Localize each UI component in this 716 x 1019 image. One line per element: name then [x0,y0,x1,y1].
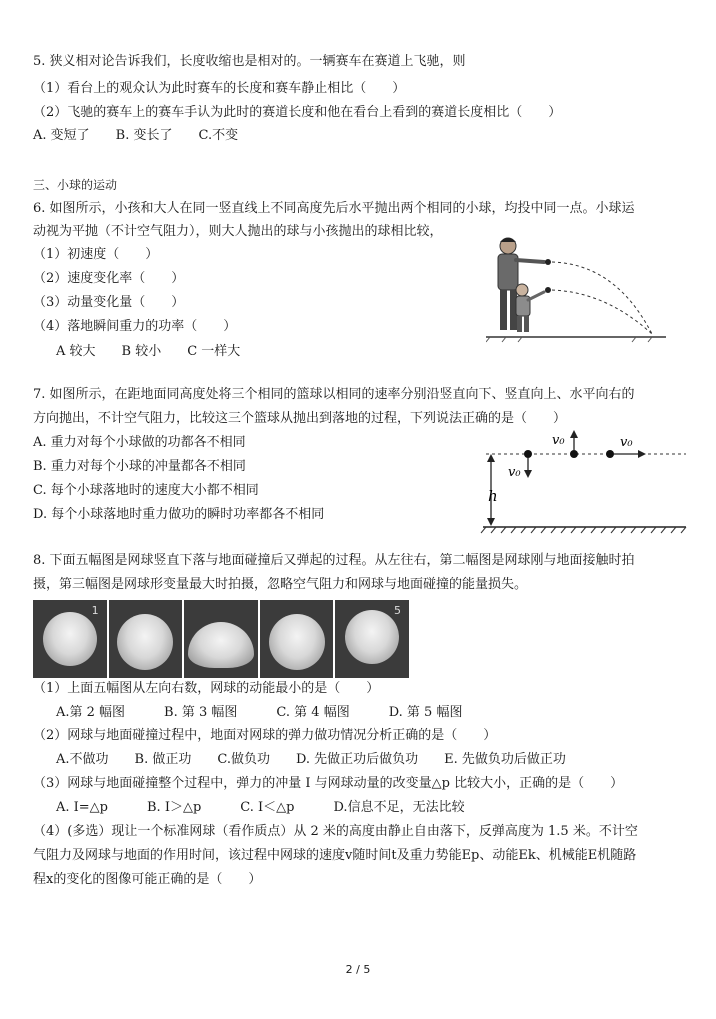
q6-options: A 较大 B 较小 C 一样大 [56,344,241,359]
q7-option-c: C. 每个小球落地时的速度大小都不相同 [33,483,259,498]
q7-three-balls-figure [478,426,690,538]
tennis-ball-photos [33,600,409,678]
photo-3 [184,600,258,678]
q8-sub1-options: A.第 2 幅图 B. 第 3 幅图 C. 第 4 幅图 D. 第 5 幅图 [56,705,463,720]
q8-sub2: （2）网球与地面碰撞过程中，地面对网球的弹力做功情况分析正确的是（ ） [33,728,497,743]
section-heading: 三、小球的运动 [33,178,118,192]
q7-h-label: h [488,487,498,505]
q8-stem-line1: 8. 下面五幅图是网球竖直下落与地面碰撞后又弹起的过程。从左往右，第二幅图是网球刚与地面接触时拍 [33,553,635,568]
photo-1 [33,600,107,678]
q6-sub2: （2）速度变化率（ ） [33,271,185,286]
photo-2 [109,600,183,678]
photo-4 [260,600,334,678]
q8-sub1: （1）上面五幅图从左向右数，网球的动能最小的是（ ） [33,681,380,696]
q7-option-d: D. 每个小球落地时重力做功的瞬时功率都各不相同 [33,507,325,522]
q5-sub2: （2）飞驰的赛车上的赛车手认为此时的赛道长度和他在看台上看到的赛道长度相比（ ） [33,105,562,120]
q6-stem-line2: 动视为平抛（不计空气阻力），则大人抛出的球与小孩抛出的球相比较， [33,224,443,239]
page-number: 2 / 5 [345,963,371,976]
q7-option-b: B. 重力对每个小球的冲量都各不相同 [33,459,246,474]
q5-sub1: （1）看台上的观众认为此时赛车的长度和赛车静止相比（ ） [33,81,406,96]
q8-sub4-line1: （4）(多选）现让一个标准网球（看作质点）从 2 米的高度由静止自由落下，反弹高度为 1.5 米。不计空 [33,824,638,839]
q7-stem-line1: 7. 如图所示，在距地面同高度处将三个相同的篮球以相同的速率分别沿竖直向下、竖直向上、水平向右的 [33,387,635,402]
q8-sub3-options: A. I=△p B. I＞△p C. I＜△p D.信息不足，无法比较 [56,800,465,815]
q8-sub3: （3）网球与地面碰撞整个过程中，弹力的冲量 I 与网球动量的改变量△p 比较大小，正确的是（ ） [33,776,624,791]
q8-sub2-options: A.不做功 B. 做正功 C.做负功 D. 先做正功后做负功 E. 先做负功后做正功 [56,752,566,767]
q6-sub1: （1）初速度（ ） [33,247,159,262]
photo-5-label: 5 [393,604,401,617]
q6-sub3: （3）动量变化量（ ） [33,295,185,310]
q7-v0-up-label: v₀ [552,433,565,448]
q8-sub4-line3: 程x的变化的图像可能正确的是（ ） [33,872,262,887]
q6-sub4: （4）落地瞬间重力的功率（ ） [33,319,237,334]
q7-stem-line2: 方向抛出，不计空气阻力，比较这三个篮球从抛出到落地的过程，下列说法正确的是（ ） [33,411,567,426]
q6-throwing-figure [486,234,672,346]
q6-stem-line1: 6. 如图所示，小孩和大人在同一竖直线上不同高度先后水平抛出两个相同的小球，均投中同一点。小球运 [33,201,635,216]
q7-v0-right-label: v₀ [620,435,633,450]
photo-1-label: 1 [91,604,99,617]
q5-stem: 5. 狭义相对论告诉我们，长度收缩也是相对的。一辆赛车在赛道上飞驰，则 [33,54,466,69]
q8-sub4-line2: 气阻力及网球与地面的作用时间，该过程中网球的速度v随时间t及重力势能Ep、动能Ek、机械能E机随路 [33,848,637,863]
q7-v0-down-label: v₀ [508,465,521,480]
photo-5 [335,600,409,678]
q8-stem-line2: 摄，第三幅图是网球形变量最大时拍摄，忽略空气阻力和网球与地面碰撞的能量损失。 [33,577,528,592]
q5-options: A. 变短了 B. 变长了 C.不变 [33,128,239,143]
q7-option-a: A. 重力对每个小球做的功都各不相同 [33,435,246,450]
